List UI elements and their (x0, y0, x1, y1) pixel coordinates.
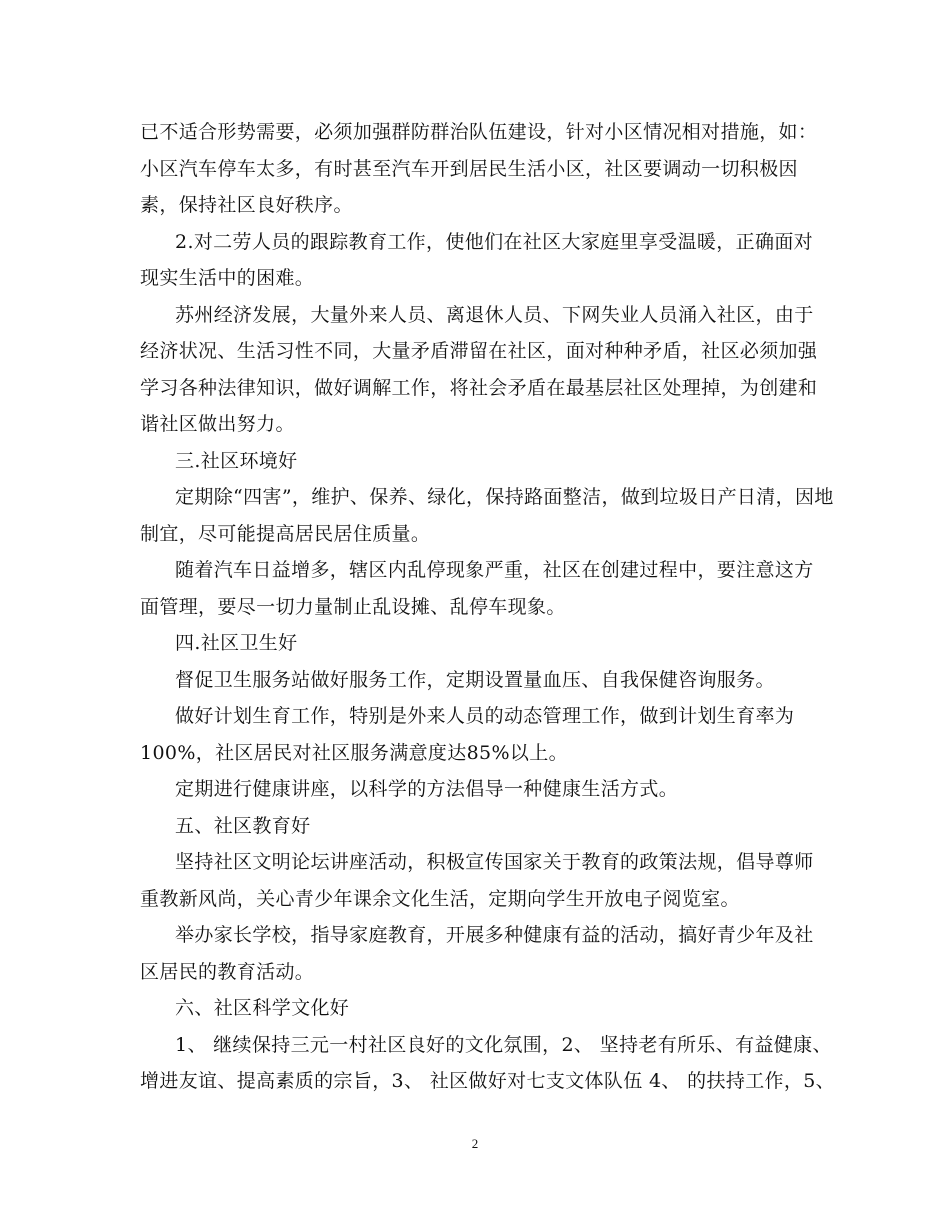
text-line: 区居民的教育活动。 (140, 961, 315, 983)
section-heading: 五、社区教育好 (175, 815, 311, 837)
text-line: 定期进行健康讲座，以科学的方法倡导一种健康生活方式。 (175, 778, 679, 800)
text-line: 做好计划生育工作，特别是外来人员的动态管理工作，做到计划生育率为 (175, 705, 795, 727)
text-line: 苏州经济发展，大量外来人员、离退休人员、下网失业人员涌入社区，由于 (175, 304, 814, 326)
section-heading: 四.社区卫生好 (175, 632, 298, 654)
text-line: 增进友谊、提高素质的宗旨，3、 社区做好对七支文体队伍 4、 的扶持工作，5、 (140, 1070, 836, 1092)
text-line: 现实生活中的困难。 (140, 267, 315, 289)
text-line: 经济状况、生活习性不同，大量矛盾滞留在社区，面对种种矛盾，社区必须加强 (140, 340, 818, 362)
text-line: 素，保持社区良好秩序。 (140, 194, 353, 216)
section-heading: 三.社区环境好 (175, 450, 298, 472)
page-number: 2 (471, 1136, 479, 1151)
text-line: 谐社区做出努力。 (140, 413, 295, 435)
text-line: 已不适合形势需要，必须加强群防群治队伍建设，针对小区情况相对措施，如： (140, 121, 818, 143)
text-line: 制宜，尽可能提高居民居住质量。 (140, 523, 431, 545)
text-line: 学习各种法律知识，做好调解工作，将社会矛盾在最基层社区处理掉，为创建和 (140, 377, 818, 399)
section-heading: 六、社区科学文化好 (175, 997, 350, 1019)
text-line: 1、 继续保持三元一村社区良好的文化氛围，2、 坚持老有所乐、有益健康、 (175, 1034, 832, 1056)
text-line: 定期除“四害”，维护、保养、绿化，保持路面整洁，做到垃圾日产日清，因地 (175, 486, 834, 508)
text-line: 坚持社区文明论坛讲座活动，积极宣传国家关于教育的政策法规，倡导尊师 (175, 851, 814, 873)
text-line: 举办家长学校，指导家庭教育，开展多种健康有益的活动，搞好青少年及社 (175, 924, 814, 946)
text-line: 重教新风尚，关心青少年课余文化生活，定期向学生开放电子阅览室。 (140, 888, 740, 910)
text-line: 100%，社区居民对社区服务满意度达85%以上。 (140, 742, 568, 764)
text-line: 面管理，要尽一切力量制止乱设摊、乱停车现象。 (140, 596, 566, 618)
text-line: 2.对二劳人员的跟踪教育工作，使他们在社区大家庭里享受温暖，正确面对 (175, 231, 814, 253)
text-line: 小区汽车停车太多，有时甚至汽车开到居民生活小区，社区要调动一切积极因 (140, 158, 798, 180)
text-line: 督促卫生服务站做好服务工作，定期设置量血压、自我保健咨询服务。 (175, 669, 775, 691)
text-line: 随着汽车日益增多，辖区内乱停现象严重，社区在创建过程中，要注意这方 (175, 559, 814, 581)
